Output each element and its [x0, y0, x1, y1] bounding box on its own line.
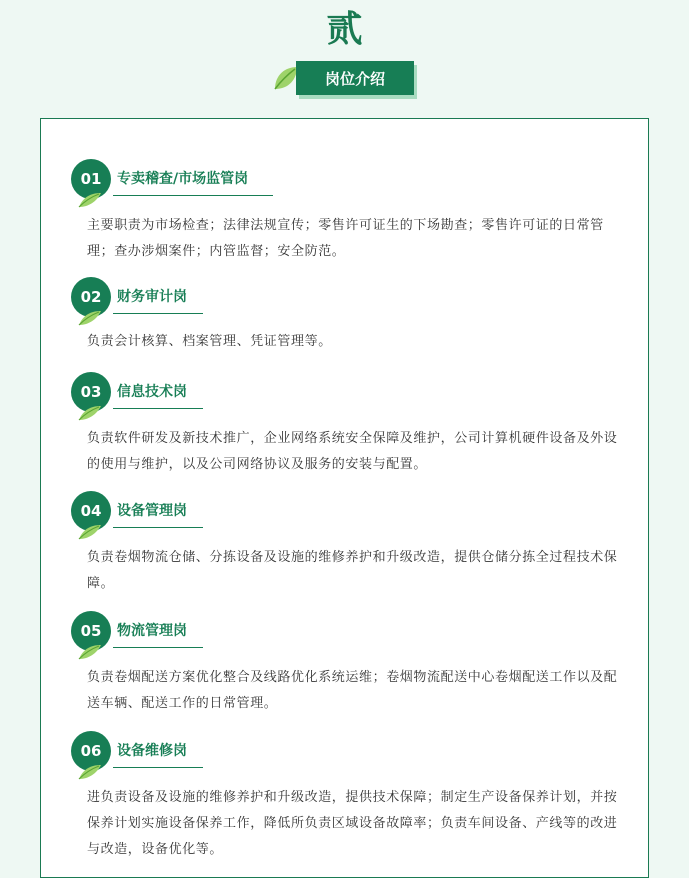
- position-item-6: [71, 731, 626, 857]
- section-numeral: 贰: [326, 9, 363, 50]
- position-description: 主要职责为市场检查；法律法规宣传；零售许可证生的下场勘查；零售许可证的日常管理；查办涉烟案件；内管监督；安全防范。: [87, 218, 604, 259]
- title-underline: [113, 195, 273, 196]
- position-title: 信息技术岗: [117, 384, 187, 400]
- number-badge: 03: [71, 372, 111, 412]
- position-item-4: [71, 491, 626, 591]
- position-title: 专卖稽查/市场监管岗: [117, 171, 249, 187]
- section-banner: [296, 61, 414, 95]
- position-item-5: [71, 611, 626, 711]
- number-badge: 06: [71, 731, 111, 771]
- position-title: 设备管理岗: [117, 503, 187, 519]
- position-item-3: [71, 372, 626, 472]
- sprout-icon: [77, 761, 103, 781]
- title-underline: [113, 527, 203, 528]
- title-underline: [113, 647, 203, 648]
- sprout-icon: [77, 307, 103, 327]
- title-underline: [113, 408, 203, 409]
- banner-label: 岗位介绍: [324, 69, 385, 88]
- position-title: 财务审计岗: [117, 289, 187, 305]
- sprout-icon: [77, 402, 103, 422]
- sprout-icon: [77, 641, 103, 661]
- position-item-1: [71, 159, 626, 259]
- title-underline: [113, 767, 203, 768]
- sprout-icon: [77, 521, 103, 541]
- position-description: 负责会计核算、档案管理、凭证管理等。: [87, 334, 332, 349]
- position-description: 负责软件研发及新技术推广，企业网络系统安全保障及维护，公司计算机硬件设备及外设的使用与维护，以及公司网络协议及服务的安装与配置。: [87, 431, 618, 472]
- position-item-2: [71, 277, 626, 349]
- position-title: 设备维修岗: [117, 743, 187, 759]
- number-badge: 02: [71, 277, 111, 317]
- number-badge: 04: [71, 491, 111, 531]
- position-description: 负责卷烟配送方案优化整合及线路优化系统运维；卷烟物流配送中心卷烟配送工作以及配送车辆、配送工作的日常管理。: [87, 670, 618, 711]
- position-description: 进负责设备及设施的维修养护和升级改造，提供技术保障；制定生产设备保养计划，并按保养计划实施设备保养工作，降低所负责区域设备故障率；负责车间设备、产线等的改进与改造，设备优化等。: [87, 790, 618, 857]
- title-underline: [113, 313, 203, 314]
- position-title: 物流管理岗: [117, 623, 187, 639]
- sprout-icon: [77, 189, 103, 209]
- number-badge: 05: [71, 611, 111, 651]
- number-badge: 01: [71, 159, 111, 199]
- position-description: 负责卷烟物流仓储、分拣设备及设施的维修养护和升级改造，提供仓储分拣全过程技术保障。: [87, 550, 618, 591]
- content-card: [40, 118, 649, 878]
